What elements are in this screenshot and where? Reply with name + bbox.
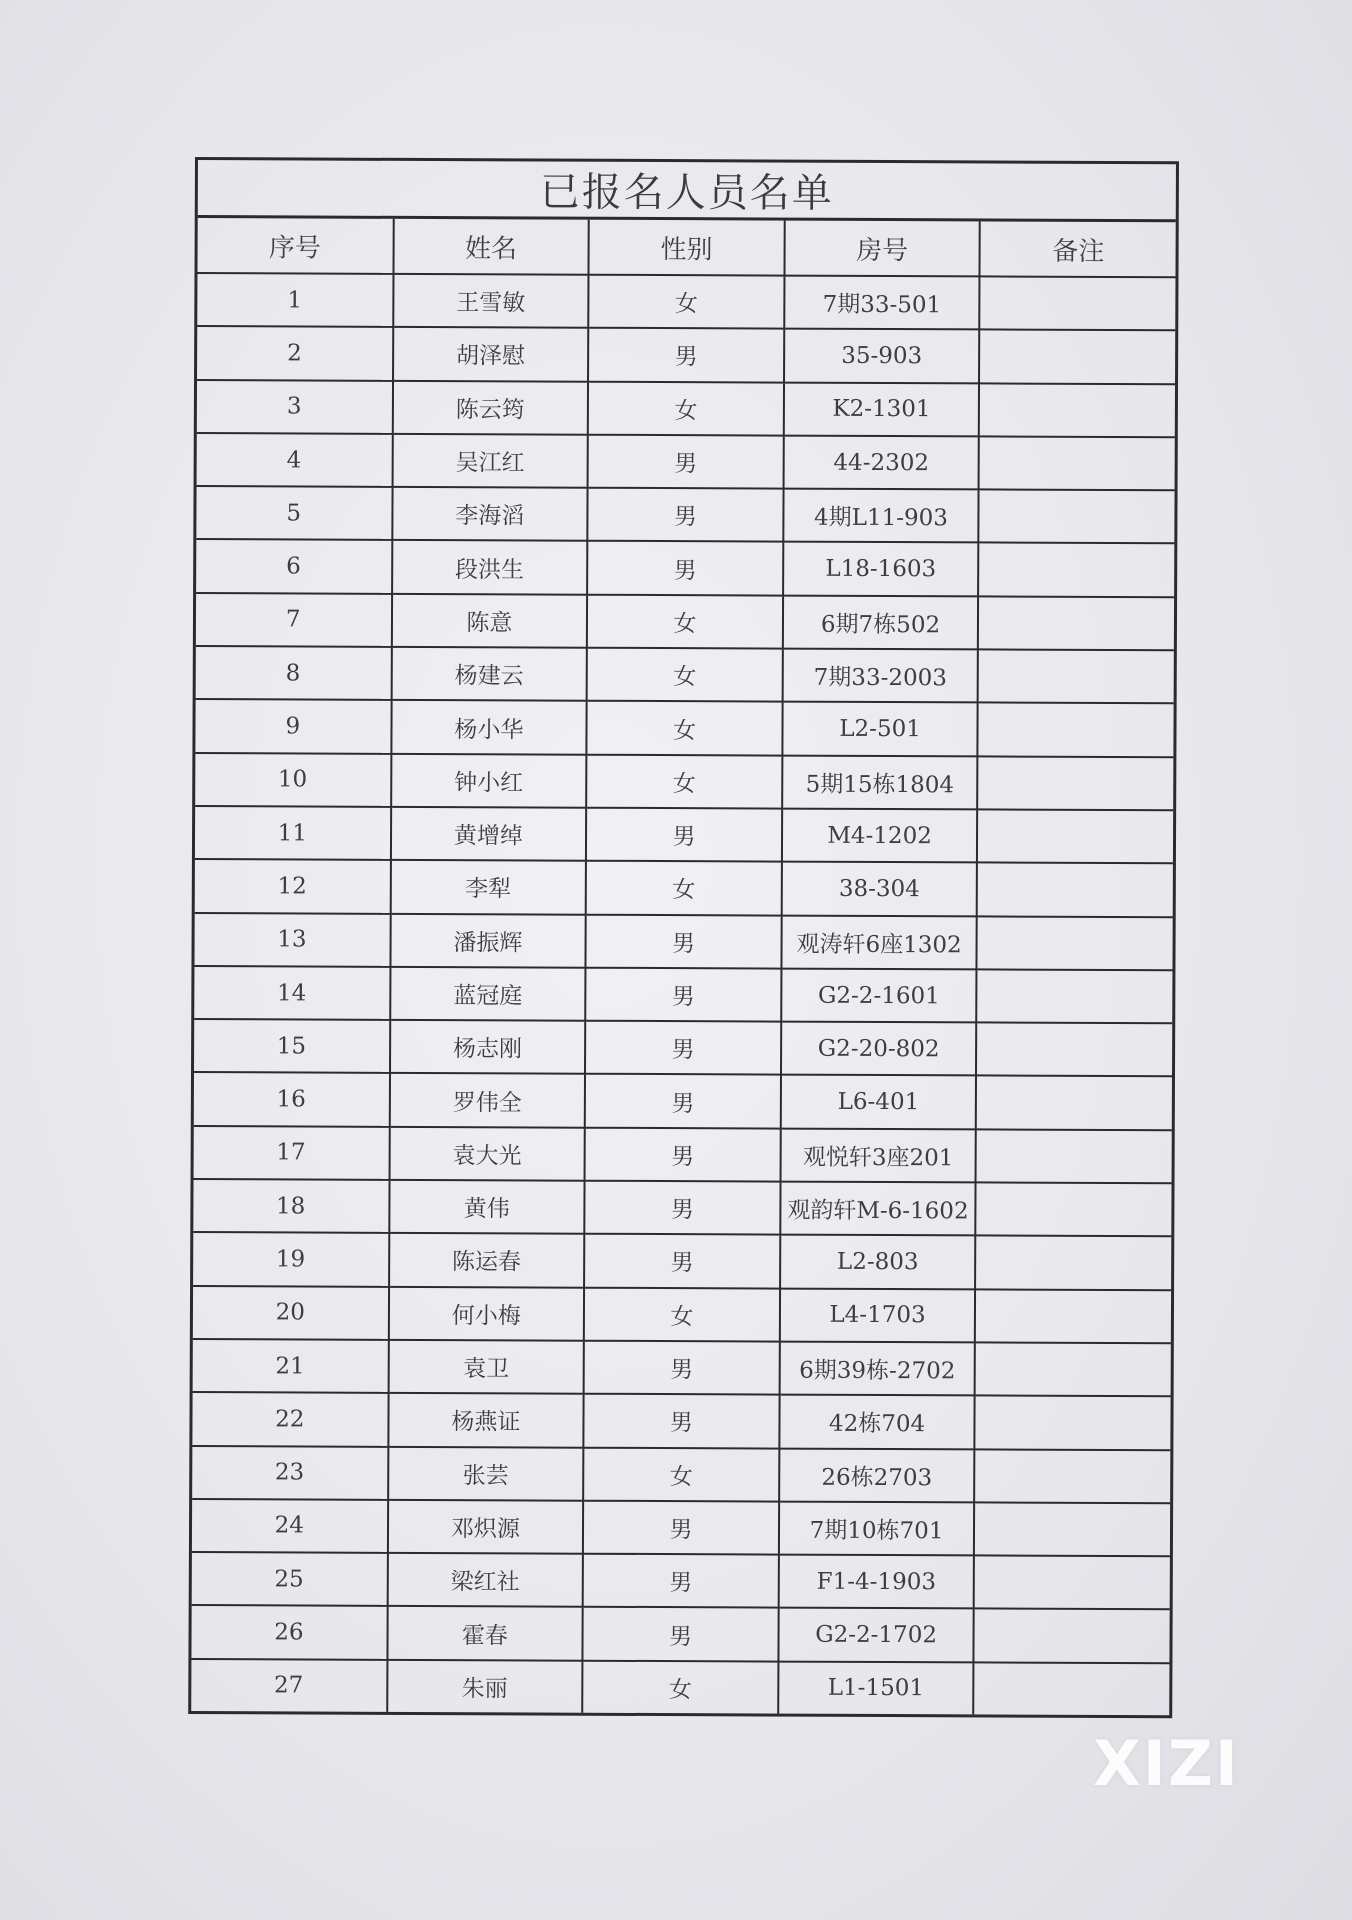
cell-no: 5	[196, 486, 392, 540]
cell-gender: 女	[586, 861, 782, 915]
cell-name: 黄伟	[389, 1180, 585, 1234]
table-row	[196, 646, 1174, 704]
table-row	[194, 966, 1172, 1024]
cell-name: 罗伟全	[389, 1073, 585, 1127]
cell-name: 吴江红	[392, 434, 588, 488]
table-row	[193, 1232, 1171, 1290]
cell-name: 梁红社	[387, 1553, 583, 1607]
cell-no: 27	[191, 1659, 387, 1712]
cell-gender: 男	[583, 1501, 779, 1555]
cell-note	[979, 383, 1175, 437]
cell-note	[974, 1662, 1170, 1715]
cell-gender: 女	[588, 275, 784, 329]
table-row	[193, 1286, 1171, 1344]
table-row	[194, 1019, 1172, 1077]
cell-no: 15	[194, 1019, 390, 1073]
table-row	[193, 1339, 1171, 1397]
cell-note	[974, 1556, 1170, 1610]
table-row	[197, 433, 1175, 491]
table-row	[196, 593, 1174, 651]
cell-no: 26	[191, 1605, 387, 1659]
table-row	[191, 1605, 1169, 1663]
cell-no: 8	[196, 646, 392, 700]
cell-note	[975, 1236, 1171, 1290]
cell-gender: 男	[584, 1234, 780, 1288]
cell-gender: 女	[587, 648, 783, 702]
table-row	[196, 539, 1174, 597]
cell-no: 17	[194, 1126, 390, 1180]
table-header-row	[197, 218, 1175, 277]
cell-room: K2-1301	[784, 382, 980, 436]
cell-name: 张芸	[388, 1446, 584, 1500]
table-row	[194, 1072, 1172, 1130]
cell-name: 霍春	[387, 1606, 583, 1660]
cell-name: 胡泽慰	[393, 327, 589, 381]
cell-name: 段洪生	[392, 540, 588, 594]
table-row	[196, 486, 1174, 544]
cell-room: L2-501	[782, 702, 978, 756]
cell-gender: 女	[587, 701, 783, 755]
cell-note	[977, 916, 1173, 970]
cell-gender: 男	[584, 1394, 780, 1448]
table-body	[191, 273, 1175, 1715]
cell-no: 24	[192, 1499, 388, 1553]
cell-no: 18	[193, 1179, 389, 1233]
column-header-note: 备注	[980, 221, 1176, 277]
cell-room: 44-2302	[783, 435, 979, 489]
cell-no: 21	[193, 1339, 389, 1393]
cell-no: 14	[194, 966, 390, 1020]
cell-note	[977, 969, 1173, 1023]
cell-gender: 男	[588, 488, 784, 542]
cell-room: L2-803	[780, 1235, 976, 1289]
cell-no: 7	[196, 593, 392, 647]
cell-room: 观涛轩6座1302	[781, 915, 977, 969]
cell-note	[980, 276, 1176, 330]
cell-gender: 女	[582, 1660, 778, 1713]
cell-note	[978, 650, 1174, 704]
cell-room: 35-903	[784, 329, 980, 383]
cell-note	[979, 490, 1175, 544]
cell-name: 黄增绰	[391, 807, 587, 861]
cell-no: 12	[195, 859, 391, 913]
cell-note	[975, 1289, 1171, 1343]
cell-no: 6	[196, 539, 392, 593]
cell-room: 7期10栋701	[779, 1501, 975, 1555]
cell-name: 蓝冠庭	[390, 967, 586, 1021]
cell-no: 16	[194, 1072, 390, 1126]
cell-name: 潘振辉	[390, 913, 586, 967]
cell-no: 9	[195, 699, 391, 753]
cell-name: 杨建云	[391, 647, 587, 701]
cell-gender: 男	[585, 968, 781, 1022]
cell-note	[974, 1502, 1170, 1556]
cell-room: G2-20-802	[781, 1022, 977, 1076]
cell-gender: 女	[587, 594, 783, 648]
cell-gender: 女	[586, 754, 782, 808]
cell-name: 袁大光	[389, 1127, 585, 1181]
cell-note	[977, 809, 1173, 863]
cell-note	[975, 1396, 1171, 1450]
cell-gender: 女	[588, 381, 784, 435]
cell-no: 3	[197, 380, 393, 434]
cell-gender: 男	[588, 435, 784, 489]
cell-room: 38-304	[781, 862, 977, 916]
table-row	[193, 1179, 1171, 1237]
cell-note	[979, 436, 1175, 490]
cell-gender: 男	[587, 541, 783, 595]
cell-room: 观韵轩M-6-1602	[780, 1182, 976, 1236]
cell-note	[975, 1449, 1171, 1503]
registration-table-sheet	[188, 157, 1179, 1718]
cell-note	[975, 1342, 1171, 1396]
cell-name: 袁卫	[388, 1340, 584, 1394]
cell-room: F1-4-1903	[778, 1555, 974, 1609]
cell-note	[976, 1129, 1172, 1183]
cell-name: 王雪敏	[393, 274, 589, 328]
cell-gender: 女	[584, 1287, 780, 1341]
cell-no: 20	[193, 1286, 389, 1340]
cell-name: 何小梅	[388, 1286, 584, 1340]
cell-no: 4	[197, 433, 393, 487]
column-header-no: 序号	[197, 218, 393, 274]
cell-no: 25	[192, 1552, 388, 1606]
table-row	[194, 1126, 1172, 1184]
cell-room: 4期L11-903	[783, 489, 979, 543]
table-row	[191, 1659, 1169, 1716]
cell-room: 42栋704	[779, 1395, 975, 1449]
cell-no: 19	[193, 1232, 389, 1286]
cell-gender: 男	[583, 1554, 779, 1608]
cell-no: 1	[197, 273, 393, 327]
cell-name: 陈运春	[389, 1233, 585, 1287]
cell-room: G2-2-1601	[781, 968, 977, 1022]
table-row	[192, 1552, 1170, 1610]
cell-note	[978, 543, 1174, 597]
cell-gender: 男	[586, 914, 782, 968]
table-row	[192, 1446, 1170, 1504]
cell-room: L6-401	[781, 1075, 977, 1129]
column-header-room: 房号	[784, 221, 980, 277]
cell-no: 10	[195, 753, 391, 807]
cell-gender: 男	[585, 1021, 781, 1075]
table-row	[197, 273, 1175, 331]
cell-gender: 男	[586, 808, 782, 862]
cell-no: 11	[195, 806, 391, 860]
registration-table	[191, 218, 1176, 1715]
cell-note	[974, 1609, 1170, 1663]
cell-no: 13	[194, 913, 390, 967]
cell-note	[976, 1076, 1172, 1130]
cell-room: 7期33-2003	[782, 649, 978, 703]
cell-name: 邓炽源	[388, 1500, 584, 1554]
cell-room: 26栋2703	[779, 1448, 975, 1502]
cell-name: 陈意	[391, 594, 587, 648]
cell-gender: 男	[585, 1074, 781, 1128]
cell-room: L4-1703	[780, 1288, 976, 1342]
table-row	[195, 859, 1173, 917]
cell-name: 钟小红	[391, 754, 587, 808]
document-title: 已报名人员名单	[198, 160, 1176, 222]
cell-name: 陈云筠	[392, 380, 588, 434]
column-header-name: 姓名	[393, 219, 589, 275]
cell-room: 5期15栋1804	[782, 755, 978, 809]
cell-no: 22	[192, 1392, 388, 1446]
cell-no: 2	[197, 326, 393, 380]
cell-note	[978, 596, 1174, 650]
cell-room: M4-1202	[782, 809, 978, 863]
cell-gender: 男	[584, 1341, 780, 1395]
cell-note	[978, 703, 1174, 757]
cell-room: 6期39栋-2702	[779, 1341, 975, 1395]
cell-name: 朱丽	[387, 1660, 583, 1713]
cell-room: 6期7栋502	[783, 595, 979, 649]
cell-gender: 男	[583, 1607, 779, 1661]
cell-note	[977, 863, 1173, 917]
cell-note	[976, 1182, 1172, 1236]
cell-name: 李犁	[390, 860, 586, 914]
cell-no: 23	[192, 1446, 388, 1500]
table-row	[195, 753, 1173, 811]
cell-name: 杨小华	[391, 700, 587, 754]
cell-room: L18-1603	[783, 542, 979, 596]
cell-gender: 男	[585, 1127, 781, 1181]
cell-gender: 男	[584, 1181, 780, 1235]
table-row	[194, 913, 1172, 971]
cell-gender: 男	[588, 328, 784, 382]
cell-name: 杨志刚	[390, 1020, 586, 1074]
cell-note	[978, 756, 1174, 810]
table-row	[195, 699, 1173, 757]
cell-room: L1-1501	[778, 1661, 974, 1714]
column-header-gender: 性别	[589, 220, 785, 276]
table-row	[197, 326, 1175, 384]
cell-name: 李海滔	[392, 487, 588, 541]
cell-note	[979, 330, 1175, 384]
watermark-logo: XIZI	[1093, 1727, 1240, 1800]
cell-room: 7期33-501	[784, 276, 980, 330]
cell-room: 观悦轩3座201	[780, 1128, 976, 1182]
cell-note	[976, 1023, 1172, 1077]
table-row	[197, 380, 1175, 438]
cell-name: 杨燕证	[388, 1393, 584, 1447]
table-row	[195, 806, 1173, 864]
cell-room: G2-2-1702	[778, 1608, 974, 1662]
cell-gender: 女	[583, 1447, 779, 1501]
table-row	[192, 1499, 1170, 1557]
table-row	[192, 1392, 1170, 1450]
